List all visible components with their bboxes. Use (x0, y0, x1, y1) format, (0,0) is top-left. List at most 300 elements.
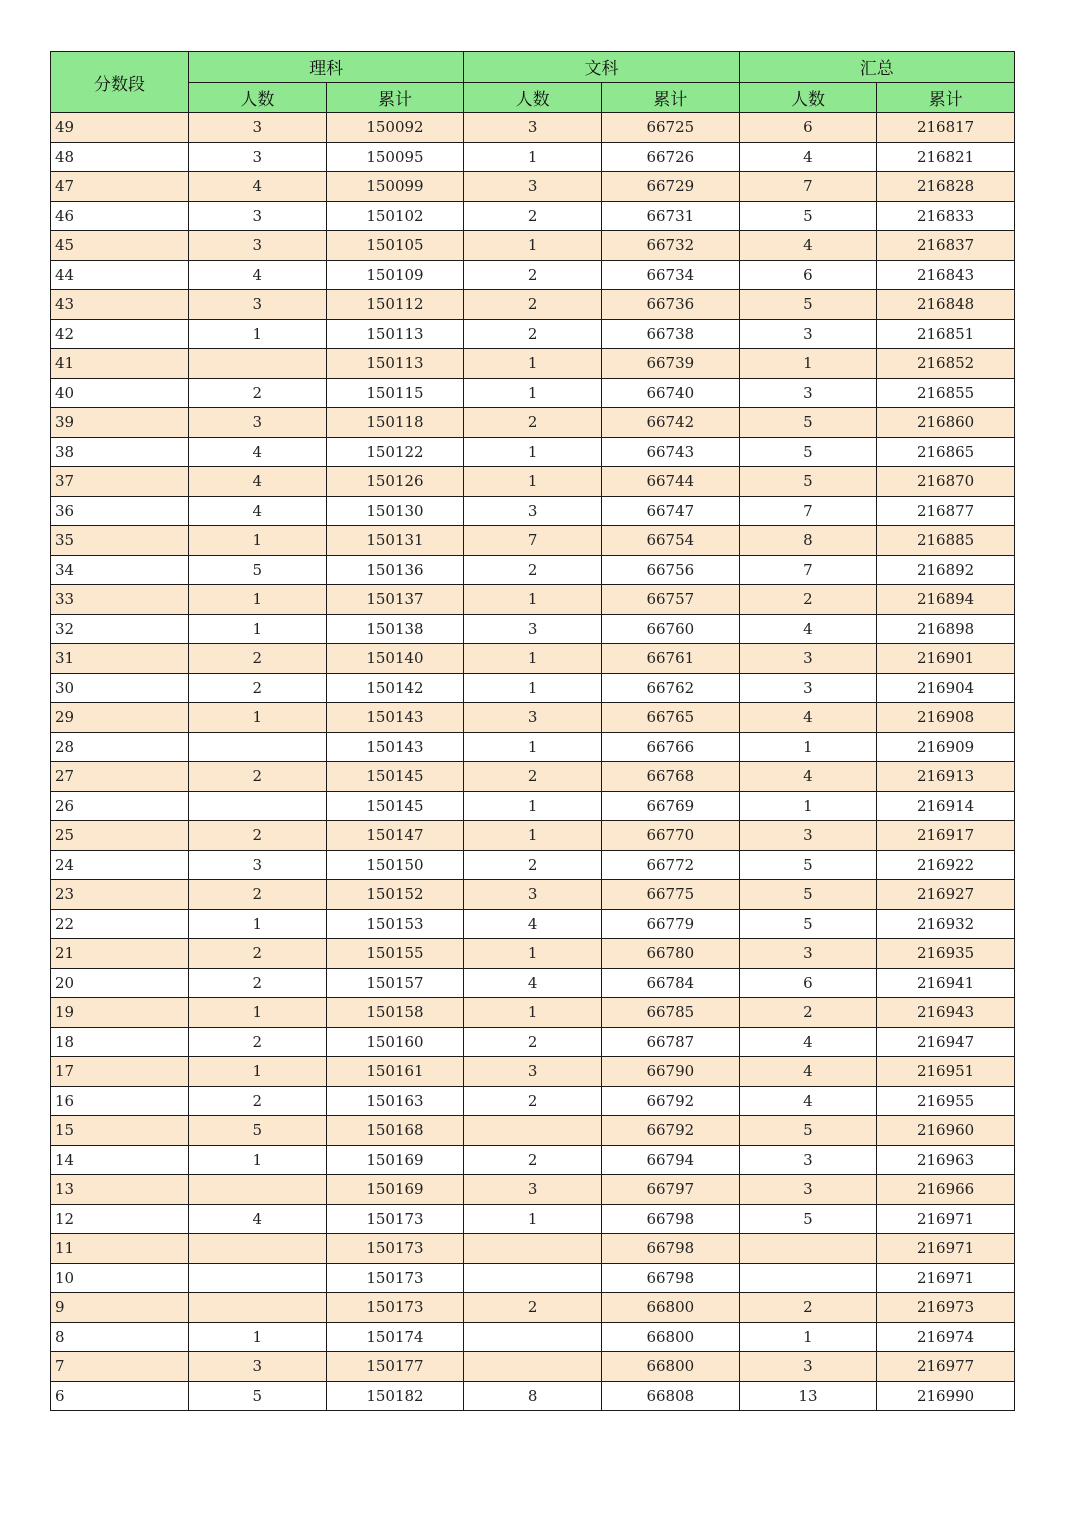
science-cumulative-cell: 150173 (326, 1293, 464, 1323)
total-cumulative-cell: 216914 (877, 791, 1015, 821)
total-count-cell: 4 (739, 1027, 877, 1057)
liberal-arts-cumulative-cell: 66785 (601, 998, 739, 1028)
science-cumulative-cell: 150169 (326, 1175, 464, 1205)
liberal-arts-cumulative-cell: 66725 (601, 113, 739, 143)
liberal-arts-cumulative-cell: 66792 (601, 1116, 739, 1146)
science-cumulative-cell: 150095 (326, 142, 464, 172)
science-cumulative-cell: 150177 (326, 1352, 464, 1382)
total-count-cell (739, 1234, 877, 1264)
table-row (51, 142, 1015, 172)
table-row (51, 526, 1015, 556)
total-cumulative-cell: 216852 (877, 349, 1015, 379)
science-cumulative-cell: 150173 (326, 1263, 464, 1293)
total-count-cell: 3 (739, 821, 877, 851)
total-count-cell: 5 (739, 290, 877, 320)
total-cumulative-cell: 216966 (877, 1175, 1015, 1205)
liberal-arts-cumulative-cell: 66779 (601, 909, 739, 939)
liberal-arts-count-cell (464, 1322, 602, 1352)
score-cell: 32 (51, 614, 189, 644)
liberal-arts-count-cell: 2 (464, 319, 602, 349)
liberal-arts-count-cell: 1 (464, 437, 602, 467)
science-count-cell: 2 (189, 644, 327, 674)
total-cumulative-cell: 216843 (877, 260, 1015, 290)
liberal-arts-count-cell: 2 (464, 762, 602, 792)
table-row (51, 1381, 1015, 1411)
liberal-arts-cumulative-cell: 66780 (601, 939, 739, 969)
table-row (51, 349, 1015, 379)
score-cell: 45 (51, 231, 189, 261)
liberal-arts-count-cell: 1 (464, 732, 602, 762)
science-cumulative-cell: 150161 (326, 1057, 464, 1087)
score-cell: 17 (51, 1057, 189, 1087)
total-count-cell: 4 (739, 703, 877, 733)
score-cell: 22 (51, 909, 189, 939)
science-cumulative-cell: 150173 (326, 1234, 464, 1264)
liberal-arts-cumulative-cell: 66797 (601, 1175, 739, 1205)
table-row (51, 113, 1015, 143)
score-cell: 30 (51, 673, 189, 703)
table-row (51, 909, 1015, 939)
science-count-cell: 1 (189, 1057, 327, 1087)
total-count-cell: 13 (739, 1381, 877, 1411)
liberal-arts-count-cell (464, 1263, 602, 1293)
score-cell: 23 (51, 880, 189, 910)
liberal-arts-count-cell: 3 (464, 880, 602, 910)
total-count-cell: 1 (739, 791, 877, 821)
table-row (51, 1204, 1015, 1234)
total-count-cell: 6 (739, 260, 877, 290)
header-group-total: 汇总 (739, 52, 1014, 83)
liberal-arts-count-cell: 2 (464, 850, 602, 880)
score-cell: 19 (51, 998, 189, 1028)
total-cumulative-cell: 216901 (877, 644, 1015, 674)
total-cumulative-cell: 216870 (877, 467, 1015, 497)
table-row (51, 762, 1015, 792)
table-row (51, 1027, 1015, 1057)
science-count-cell: 3 (189, 850, 327, 880)
liberal-arts-count-cell: 2 (464, 201, 602, 231)
science-cumulative-cell: 150174 (326, 1322, 464, 1352)
liberal-arts-cumulative-cell: 66800 (601, 1322, 739, 1352)
total-count-cell: 1 (739, 1322, 877, 1352)
science-cumulative-cell: 150155 (326, 939, 464, 969)
science-cumulative-cell: 150158 (326, 998, 464, 1028)
science-count-cell: 1 (189, 703, 327, 733)
liberal-arts-cumulative-cell: 66757 (601, 585, 739, 615)
score-cell: 44 (51, 260, 189, 290)
total-count-cell: 3 (739, 673, 877, 703)
liberal-arts-cumulative-cell: 66731 (601, 201, 739, 231)
score-cell: 14 (51, 1145, 189, 1175)
science-cumulative-cell: 150131 (326, 526, 464, 556)
score-cell: 7 (51, 1352, 189, 1382)
science-count-cell: 2 (189, 939, 327, 969)
total-cumulative-cell: 216865 (877, 437, 1015, 467)
total-cumulative-cell: 216947 (877, 1027, 1015, 1057)
science-count-cell: 2 (189, 762, 327, 792)
score-cell: 34 (51, 555, 189, 585)
liberal-arts-count-cell: 1 (464, 1204, 602, 1234)
total-cumulative-cell: 216973 (877, 1293, 1015, 1323)
total-cumulative-cell: 216971 (877, 1263, 1015, 1293)
liberal-arts-count-cell: 1 (464, 349, 602, 379)
liberal-arts-cumulative-cell: 66734 (601, 260, 739, 290)
score-cell: 8 (51, 1322, 189, 1352)
liberal-arts-cumulative-cell: 66742 (601, 408, 739, 438)
science-count-cell: 3 (189, 201, 327, 231)
total-count-cell: 5 (739, 1204, 877, 1234)
table-row (51, 673, 1015, 703)
total-cumulative-cell: 216917 (877, 821, 1015, 851)
total-cumulative-cell: 216971 (877, 1204, 1015, 1234)
table-row (51, 231, 1015, 261)
total-count-cell: 5 (739, 909, 877, 939)
score-cell: 10 (51, 1263, 189, 1293)
science-cumulative-cell: 150169 (326, 1145, 464, 1175)
science-count-cell: 2 (189, 968, 327, 998)
science-cumulative-cell: 150113 (326, 349, 464, 379)
table-row (51, 260, 1015, 290)
table-row (51, 290, 1015, 320)
liberal-arts-cumulative-cell: 66736 (601, 290, 739, 320)
total-count-cell: 6 (739, 113, 877, 143)
science-count-cell: 3 (189, 113, 327, 143)
science-count-cell: 3 (189, 408, 327, 438)
total-count-cell: 4 (739, 614, 877, 644)
header-science-count: 人数 (189, 82, 327, 113)
score-cell: 15 (51, 1116, 189, 1146)
table-row (51, 939, 1015, 969)
liberal-arts-cumulative-cell: 66798 (601, 1204, 739, 1234)
total-cumulative-cell: 216909 (877, 732, 1015, 762)
liberal-arts-count-cell: 2 (464, 1086, 602, 1116)
header-score-range: 分数段 (51, 52, 189, 113)
total-count-cell: 3 (739, 939, 877, 969)
total-cumulative-cell: 216885 (877, 526, 1015, 556)
science-cumulative-cell: 150140 (326, 644, 464, 674)
total-cumulative-cell: 216837 (877, 231, 1015, 261)
table-row (51, 703, 1015, 733)
science-count-cell: 4 (189, 437, 327, 467)
science-count-cell: 4 (189, 260, 327, 290)
score-cell: 28 (51, 732, 189, 762)
table-row (51, 467, 1015, 497)
score-cell: 38 (51, 437, 189, 467)
liberal-arts-cumulative-cell: 66787 (601, 1027, 739, 1057)
score-distribution-table (50, 51, 1015, 1411)
total-cumulative-cell: 216904 (877, 673, 1015, 703)
science-count-cell: 1 (189, 1145, 327, 1175)
science-cumulative-cell: 150137 (326, 585, 464, 615)
liberal-arts-cumulative-cell: 66754 (601, 526, 739, 556)
total-count-cell: 5 (739, 850, 877, 880)
total-count-cell: 3 (739, 644, 877, 674)
total-cumulative-cell: 216927 (877, 880, 1015, 910)
liberal-arts-cumulative-cell: 66761 (601, 644, 739, 674)
table-row (51, 850, 1015, 880)
liberal-arts-cumulative-cell: 66792 (601, 1086, 739, 1116)
science-cumulative-cell: 150143 (326, 703, 464, 733)
science-cumulative-cell: 150112 (326, 290, 464, 320)
table-row (51, 1116, 1015, 1146)
score-cell: 35 (51, 526, 189, 556)
liberal-arts-count-cell: 1 (464, 821, 602, 851)
liberal-arts-count-cell: 2 (464, 1027, 602, 1057)
table-row (51, 1086, 1015, 1116)
total-cumulative-cell: 216894 (877, 585, 1015, 615)
science-cumulative-cell: 150092 (326, 113, 464, 143)
science-cumulative-cell: 150099 (326, 172, 464, 202)
score-cell: 31 (51, 644, 189, 674)
total-count-cell: 4 (739, 1086, 877, 1116)
score-cell: 9 (51, 1293, 189, 1323)
score-cell: 41 (51, 349, 189, 379)
score-cell: 39 (51, 408, 189, 438)
table-row (51, 319, 1015, 349)
science-cumulative-cell: 150136 (326, 555, 464, 585)
liberal-arts-count-cell: 7 (464, 526, 602, 556)
header-total-cumulative: 累计 (877, 82, 1015, 113)
liberal-arts-cumulative-cell: 66747 (601, 496, 739, 526)
liberal-arts-count-cell: 1 (464, 998, 602, 1028)
total-count-cell: 5 (739, 408, 877, 438)
science-cumulative-cell: 150102 (326, 201, 464, 231)
liberal-arts-count-cell: 1 (464, 231, 602, 261)
table-row (51, 998, 1015, 1028)
liberal-arts-cumulative-cell: 66768 (601, 762, 739, 792)
score-cell: 33 (51, 585, 189, 615)
total-cumulative-cell: 216971 (877, 1234, 1015, 1264)
header-science-cumulative: 累计 (326, 82, 464, 113)
total-cumulative-cell: 216922 (877, 850, 1015, 880)
score-cell: 48 (51, 142, 189, 172)
science-cumulative-cell: 150152 (326, 880, 464, 910)
table-row (51, 496, 1015, 526)
liberal-arts-cumulative-cell: 66732 (601, 231, 739, 261)
science-count-cell: 2 (189, 673, 327, 703)
science-count-cell: 1 (189, 909, 327, 939)
liberal-arts-count-cell: 1 (464, 142, 602, 172)
total-count-cell: 3 (739, 1352, 877, 1382)
total-cumulative-cell: 216990 (877, 1381, 1015, 1411)
table-row (51, 585, 1015, 615)
liberal-arts-count-cell: 3 (464, 614, 602, 644)
liberal-arts-cumulative-cell: 66784 (601, 968, 739, 998)
total-cumulative-cell: 216951 (877, 1057, 1015, 1087)
liberal-arts-count-cell: 2 (464, 408, 602, 438)
liberal-arts-count-cell: 1 (464, 791, 602, 821)
science-count-cell: 1 (189, 319, 327, 349)
total-cumulative-cell: 216977 (877, 1352, 1015, 1382)
total-count-cell: 7 (739, 172, 877, 202)
table-row (51, 732, 1015, 762)
total-count-cell: 3 (739, 1145, 877, 1175)
liberal-arts-count-cell (464, 1234, 602, 1264)
table-row (51, 821, 1015, 851)
table-row (51, 408, 1015, 438)
liberal-arts-count-cell: 3 (464, 496, 602, 526)
science-count-cell: 2 (189, 1086, 327, 1116)
science-count-cell: 4 (189, 172, 327, 202)
liberal-arts-count-cell: 4 (464, 909, 602, 939)
liberal-arts-count-cell: 2 (464, 1145, 602, 1175)
science-count-cell: 1 (189, 585, 327, 615)
header-row-groups (51, 52, 1015, 83)
science-cumulative-cell: 150142 (326, 673, 464, 703)
score-cell: 40 (51, 378, 189, 408)
liberal-arts-cumulative-cell: 66798 (601, 1263, 739, 1293)
score-cell: 6 (51, 1381, 189, 1411)
table-row (51, 968, 1015, 998)
science-cumulative-cell: 150122 (326, 437, 464, 467)
header-row-sub (51, 82, 1015, 113)
table-row (51, 644, 1015, 674)
table-row (51, 437, 1015, 467)
liberal-arts-count-cell: 3 (464, 703, 602, 733)
science-count-cell (189, 1263, 327, 1293)
science-count-cell: 3 (189, 290, 327, 320)
liberal-arts-count-cell: 1 (464, 939, 602, 969)
science-count-cell: 2 (189, 880, 327, 910)
science-cumulative-cell: 150168 (326, 1116, 464, 1146)
liberal-arts-cumulative-cell: 66765 (601, 703, 739, 733)
total-cumulative-cell: 216898 (877, 614, 1015, 644)
total-count-cell: 2 (739, 1293, 877, 1323)
table-body (51, 113, 1015, 1411)
total-count-cell: 5 (739, 880, 877, 910)
science-count-cell: 4 (189, 1204, 327, 1234)
total-cumulative-cell: 216932 (877, 909, 1015, 939)
score-cell: 43 (51, 290, 189, 320)
header-total-count: 人数 (739, 82, 877, 113)
science-count-cell: 3 (189, 1352, 327, 1382)
score-cell: 25 (51, 821, 189, 851)
score-cell: 13 (51, 1175, 189, 1205)
table-header (51, 52, 1015, 113)
science-count-cell (189, 1293, 327, 1323)
total-count-cell: 5 (739, 1116, 877, 1146)
science-cumulative-cell: 150145 (326, 762, 464, 792)
total-count-cell: 1 (739, 732, 877, 762)
science-cumulative-cell: 150157 (326, 968, 464, 998)
science-cumulative-cell: 150150 (326, 850, 464, 880)
liberal-arts-cumulative-cell: 66800 (601, 1352, 739, 1382)
score-cell: 11 (51, 1234, 189, 1264)
table-row (51, 1145, 1015, 1175)
total-cumulative-cell: 216974 (877, 1322, 1015, 1352)
score-cell: 24 (51, 850, 189, 880)
table-row (51, 791, 1015, 821)
total-count-cell: 4 (739, 231, 877, 261)
science-cumulative-cell: 150145 (326, 791, 464, 821)
liberal-arts-count-cell: 1 (464, 467, 602, 497)
score-cell: 18 (51, 1027, 189, 1057)
total-count-cell: 5 (739, 467, 877, 497)
total-cumulative-cell: 216860 (877, 408, 1015, 438)
liberal-arts-count-cell: 2 (464, 555, 602, 585)
science-cumulative-cell: 150182 (326, 1381, 464, 1411)
science-cumulative-cell: 150109 (326, 260, 464, 290)
science-cumulative-cell: 150143 (326, 732, 464, 762)
total-cumulative-cell: 216848 (877, 290, 1015, 320)
science-cumulative-cell: 150126 (326, 467, 464, 497)
total-cumulative-cell: 216855 (877, 378, 1015, 408)
total-cumulative-cell: 216955 (877, 1086, 1015, 1116)
table-row (51, 614, 1015, 644)
total-count-cell: 1 (739, 349, 877, 379)
liberal-arts-cumulative-cell: 66729 (601, 172, 739, 202)
score-cell: 36 (51, 496, 189, 526)
liberal-arts-cumulative-cell: 66769 (601, 791, 739, 821)
total-count-cell: 5 (739, 201, 877, 231)
total-cumulative-cell: 216935 (877, 939, 1015, 969)
table-row (51, 555, 1015, 585)
score-cell: 49 (51, 113, 189, 143)
score-cell: 46 (51, 201, 189, 231)
liberal-arts-count-cell: 2 (464, 1293, 602, 1323)
total-cumulative-cell: 216877 (877, 496, 1015, 526)
total-count-cell: 6 (739, 968, 877, 998)
total-count-cell (739, 1263, 877, 1293)
table-row (51, 201, 1015, 231)
liberal-arts-count-cell: 3 (464, 113, 602, 143)
header-group-liberal-arts: 文科 (464, 52, 739, 83)
total-count-cell: 4 (739, 142, 877, 172)
liberal-arts-cumulative-cell: 66808 (601, 1381, 739, 1411)
table-row (51, 1263, 1015, 1293)
science-count-cell: 1 (189, 614, 327, 644)
science-count-cell (189, 1175, 327, 1205)
liberal-arts-count-cell: 8 (464, 1381, 602, 1411)
total-cumulative-cell: 216828 (877, 172, 1015, 202)
liberal-arts-cumulative-cell: 66766 (601, 732, 739, 762)
score-cell: 20 (51, 968, 189, 998)
total-cumulative-cell: 216960 (877, 1116, 1015, 1146)
score-cell: 12 (51, 1204, 189, 1234)
total-count-cell: 5 (739, 437, 877, 467)
total-cumulative-cell: 216851 (877, 319, 1015, 349)
score-cell: 16 (51, 1086, 189, 1116)
liberal-arts-count-cell: 4 (464, 968, 602, 998)
science-count-cell: 4 (189, 467, 327, 497)
total-count-cell: 2 (739, 998, 877, 1028)
liberal-arts-count-cell: 3 (464, 172, 602, 202)
table-row (51, 172, 1015, 202)
liberal-arts-count-cell: 1 (464, 673, 602, 703)
science-count-cell: 3 (189, 231, 327, 261)
science-count-cell: 2 (189, 821, 327, 851)
total-count-cell: 2 (739, 585, 877, 615)
science-cumulative-cell: 150160 (326, 1027, 464, 1057)
table-row (51, 378, 1015, 408)
science-cumulative-cell: 150113 (326, 319, 464, 349)
score-cell: 37 (51, 467, 189, 497)
liberal-arts-count-cell (464, 1352, 602, 1382)
table-row (51, 880, 1015, 910)
science-cumulative-cell: 150130 (326, 496, 464, 526)
science-count-cell: 2 (189, 378, 327, 408)
science-count-cell: 4 (189, 496, 327, 526)
science-count-cell: 5 (189, 1116, 327, 1146)
score-cell: 47 (51, 172, 189, 202)
liberal-arts-cumulative-cell: 66800 (601, 1293, 739, 1323)
total-cumulative-cell: 216963 (877, 1145, 1015, 1175)
total-cumulative-cell: 216821 (877, 142, 1015, 172)
liberal-arts-cumulative-cell: 66762 (601, 673, 739, 703)
science-cumulative-cell: 150153 (326, 909, 464, 939)
liberal-arts-count-cell (464, 1116, 602, 1146)
score-cell: 26 (51, 791, 189, 821)
